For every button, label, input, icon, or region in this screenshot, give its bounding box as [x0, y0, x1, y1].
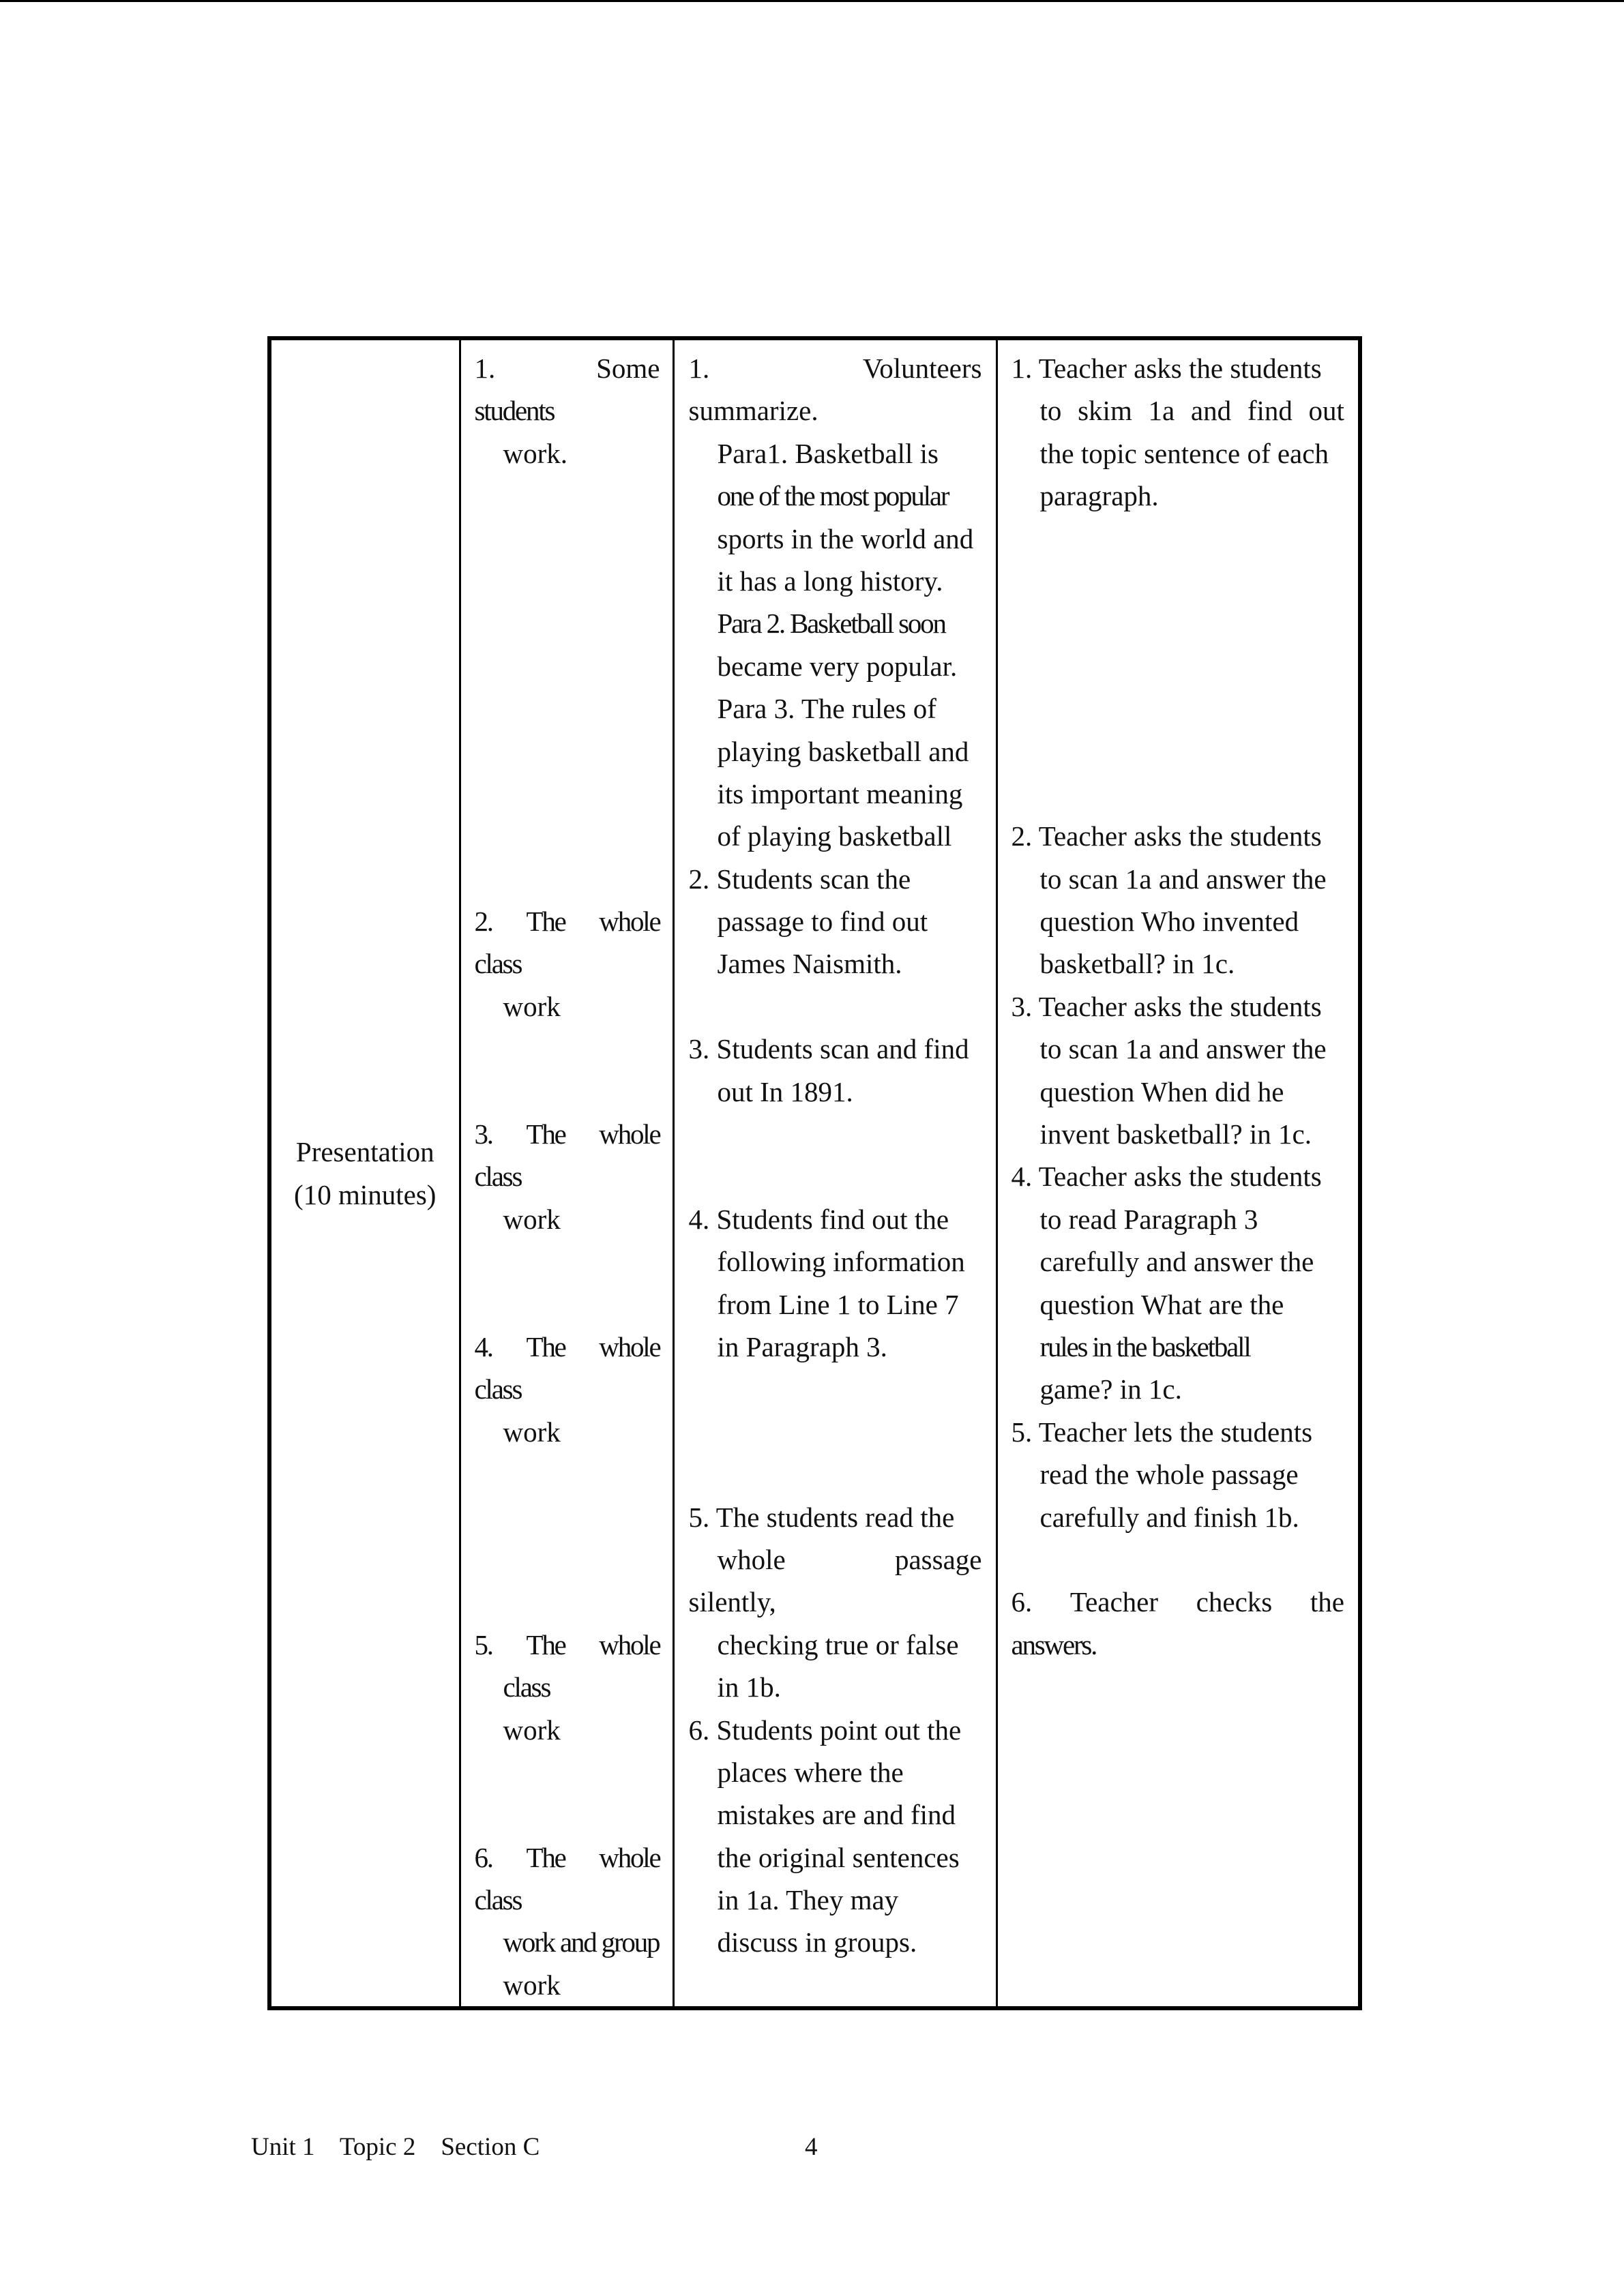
- teacher-line: 2. Teacher asks the students: [1011, 820, 1322, 852]
- student-line: sports in the world and: [717, 522, 974, 554]
- teacher-line: question When did he: [1039, 1075, 1284, 1107]
- student-line: passage to find out: [717, 906, 928, 938]
- mode-line: class: [474, 1884, 522, 1916]
- mode-word: whole: [599, 1628, 660, 1660]
- teacher-line: carefully and answer the: [1039, 1246, 1314, 1278]
- mode-line: work: [503, 1203, 561, 1235]
- mode-line: [475, 900, 660, 942]
- teacher-line: 1. Teacher asks the students: [1011, 353, 1322, 384]
- mode-line: work: [503, 1416, 561, 1448]
- mode-line: students: [474, 395, 555, 427]
- mode-word: 1.: [474, 353, 496, 384]
- teacher-word: Teacher: [1069, 1586, 1159, 1618]
- stage-cell: [269, 338, 460, 2008]
- mode-word: whole: [599, 906, 660, 938]
- teacher-line: to read Paragraph 3: [1039, 1203, 1258, 1235]
- mode-word: The: [526, 906, 565, 938]
- mode-line: [475, 1624, 660, 1666]
- mode-line: work.: [503, 437, 568, 469]
- student-line: from Line 1 to Line 7: [717, 1288, 959, 1320]
- student-line: out In 1891.: [717, 1075, 853, 1107]
- mode-line: work and group: [503, 1926, 660, 1958]
- student-line: places where the: [717, 1756, 904, 1788]
- mode-line: class: [474, 1373, 522, 1405]
- mode-word: 3.: [474, 1118, 492, 1150]
- student-line: one of the most popular: [717, 480, 949, 512]
- student-line: playing basketball and: [717, 735, 969, 767]
- mode-line: [475, 347, 660, 389]
- mode-word: The: [526, 1330, 565, 1362]
- mode-word: The: [526, 1628, 565, 1660]
- mode-word: 6.: [474, 1841, 492, 1873]
- stage-duration: (10 minutes): [294, 1178, 437, 1210]
- student-word: passage: [894, 1543, 982, 1575]
- student-line: 4. Students find out the: [688, 1203, 949, 1235]
- student-line: discuss in groups.: [717, 1926, 917, 1958]
- student-line: it has a long history.: [717, 565, 943, 597]
- teacher-line: question Who invented: [1039, 906, 1299, 938]
- student-line: checking true or false: [717, 1628, 959, 1660]
- mode-line: class: [474, 948, 522, 980]
- student-line: 3. Students scan and find: [688, 1033, 969, 1065]
- teacher-line: question What are the: [1039, 1288, 1284, 1320]
- student-line: mistakes are and find: [717, 1799, 956, 1831]
- student-activity-cell: [673, 338, 996, 2008]
- mode-word: Some: [596, 353, 660, 384]
- student-word: Volunteers: [862, 353, 982, 384]
- mode-word: 2.: [474, 906, 492, 938]
- teacher-activity-cell: [996, 338, 1360, 2008]
- teacher-line: [1012, 1581, 1345, 1623]
- mode-word: whole: [599, 1841, 660, 1873]
- student-line: in Paragraph 3.: [717, 1330, 887, 1362]
- mode-word: whole: [599, 1330, 660, 1362]
- teacher-word: out: [1308, 395, 1344, 427]
- teacher-word: find: [1247, 395, 1293, 427]
- student-line: summarize.: [688, 395, 818, 427]
- teacher-word: checks: [1196, 1586, 1273, 1618]
- teacher-word: skim: [1078, 395, 1132, 427]
- student-line: Para 2. Basketball soon: [717, 608, 945, 640]
- teacher-word: the: [1310, 1586, 1344, 1618]
- teacher-line: 5. Teacher lets the students: [1011, 1416, 1313, 1448]
- teacher-line: to scan 1a and answer the: [1039, 863, 1327, 895]
- student-line: silently,: [688, 1586, 776, 1618]
- student-line: Para 3. The rules of: [717, 693, 936, 725]
- teacher-line: the topic sentence of each: [1039, 437, 1329, 469]
- student-line: became very popular.: [717, 650, 958, 682]
- student-line: following information: [717, 1246, 965, 1278]
- mode-line: work: [503, 1714, 561, 1746]
- student-word: whole: [717, 1543, 786, 1575]
- mode-cell: [460, 338, 673, 2008]
- teacher-line: read the whole passage: [1039, 1459, 1299, 1491]
- teacher-line: basketball? in 1c.: [1039, 948, 1235, 980]
- mode-line: work: [503, 1969, 561, 2001]
- table-row: [269, 338, 1360, 2008]
- mode-line: class: [474, 1161, 522, 1193]
- mode-line: work: [503, 990, 561, 1022]
- teacher-word: 6.: [1011, 1586, 1033, 1618]
- teacher-line: game? in 1c.: [1039, 1373, 1182, 1405]
- teacher-line: rules in the basketball: [1039, 1330, 1250, 1362]
- student-line: in 1b.: [717, 1671, 781, 1703]
- teacher-line: paragraph.: [1039, 480, 1159, 512]
- teacher-word: to: [1039, 395, 1062, 427]
- teacher-line: carefully and finish 1b.: [1039, 1501, 1299, 1533]
- student-line: 2. Students scan the: [688, 863, 911, 895]
- teacher-line: invent basketball? in 1c.: [1039, 1118, 1312, 1150]
- mode-line: [475, 1113, 660, 1155]
- stage-name: Presentation: [295, 1136, 434, 1168]
- student-line: James Naismith.: [717, 948, 902, 980]
- footer-section-label: Unit 1 Topic 2 Section C: [251, 2133, 540, 2161]
- student-line: of playing basketball: [717, 820, 952, 852]
- top-border-line: [0, 0, 1624, 2]
- page-number: 4: [805, 2133, 818, 2161]
- teacher-word: 1a: [1148, 395, 1175, 427]
- mode-word: The: [526, 1841, 565, 1873]
- student-word: 1.: [688, 353, 710, 384]
- teacher-line: 3. Teacher asks the students: [1011, 990, 1322, 1022]
- student-line: [689, 347, 982, 389]
- teacher-word: and: [1190, 395, 1232, 427]
- student-line: 5. The students read the: [688, 1501, 955, 1533]
- student-line: the original sentences: [717, 1841, 960, 1873]
- mode-word: 4.: [474, 1330, 492, 1362]
- lesson-plan-table: [267, 336, 1362, 2010]
- student-line: 6. Students point out the: [688, 1714, 962, 1746]
- mode-word: The: [526, 1118, 565, 1150]
- mode-line: class: [503, 1671, 550, 1703]
- mode-word: 5.: [474, 1628, 492, 1660]
- teacher-line: to scan 1a and answer the: [1039, 1033, 1327, 1065]
- student-line: [689, 1538, 982, 1581]
- teacher-line: answers.: [1011, 1628, 1097, 1660]
- student-line: in 1a. They may: [717, 1884, 899, 1916]
- student-line: Para1. Basketball is: [717, 437, 939, 469]
- mode-line: [475, 1836, 660, 1879]
- mode-word: whole: [599, 1118, 660, 1150]
- student-line: its important meaning: [717, 777, 963, 809]
- teacher-line: [1012, 389, 1345, 432]
- teacher-line: 4. Teacher asks the students: [1011, 1161, 1322, 1193]
- mode-line: [475, 1326, 660, 1368]
